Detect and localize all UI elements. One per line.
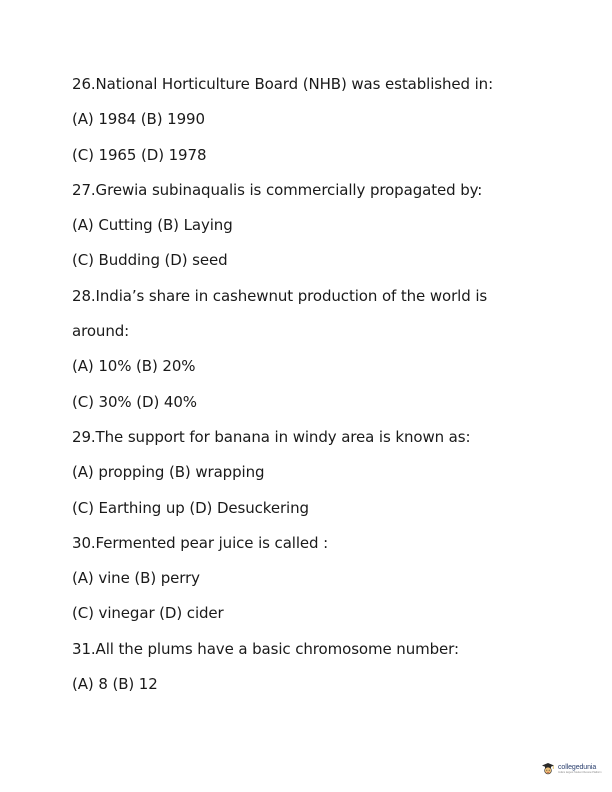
question-text-block	[72, 71, 552, 706]
question-26-options-a-b: (A) 1984 (B) 1990	[72, 110, 205, 129]
question-29-options-c-d: (C) Earthing up (D) Desuckering	[72, 498, 309, 517]
question-29-options-a-b: (A) propping (B) wrapping	[72, 463, 265, 482]
question-29: 29.The support for banana in windy area is known as:	[72, 427, 471, 446]
question-27: 27.Grewia subinaqualis is commercially propagated by:	[72, 180, 483, 199]
question-31-options-a-b: (A) 8 (B) 12	[72, 675, 158, 694]
question-30-options-a-b: (A) vine (B) perry	[72, 569, 200, 588]
graduate-mascot-icon	[541, 762, 555, 776]
watermark-tagline: India's largest Student Review Platform	[558, 770, 602, 774]
question-30: 30.Fermented pear juice is called :	[72, 533, 329, 552]
question-28: 28.India’s share in cashewnut production of the world is	[72, 286, 488, 305]
question-28-options-c-d: (C) 30% (D) 40%	[72, 392, 197, 411]
question-27-options-a-b: (A) Cutting (B) Laying	[72, 216, 233, 235]
question-30-options-c-d: (C) vinegar (D) cider	[72, 604, 224, 623]
question-26-options-c-d: (C) 1965 (D) 1978	[72, 145, 207, 164]
question-31: 31.All the plums have a basic chromosome number:	[72, 639, 459, 658]
question-26: 26.National Horticulture Board (NHB) was established in:	[72, 75, 494, 93]
collegedunia-watermark	[541, 759, 607, 779]
question-27-options-c-d: (C) Budding (D) seed	[72, 251, 228, 270]
watermark-brand-name: collegedunia	[558, 763, 597, 771]
question-28-continued: around:	[72, 322, 130, 341]
question-28-options-a-b: (A) 10% (B) 20%	[72, 357, 196, 376]
